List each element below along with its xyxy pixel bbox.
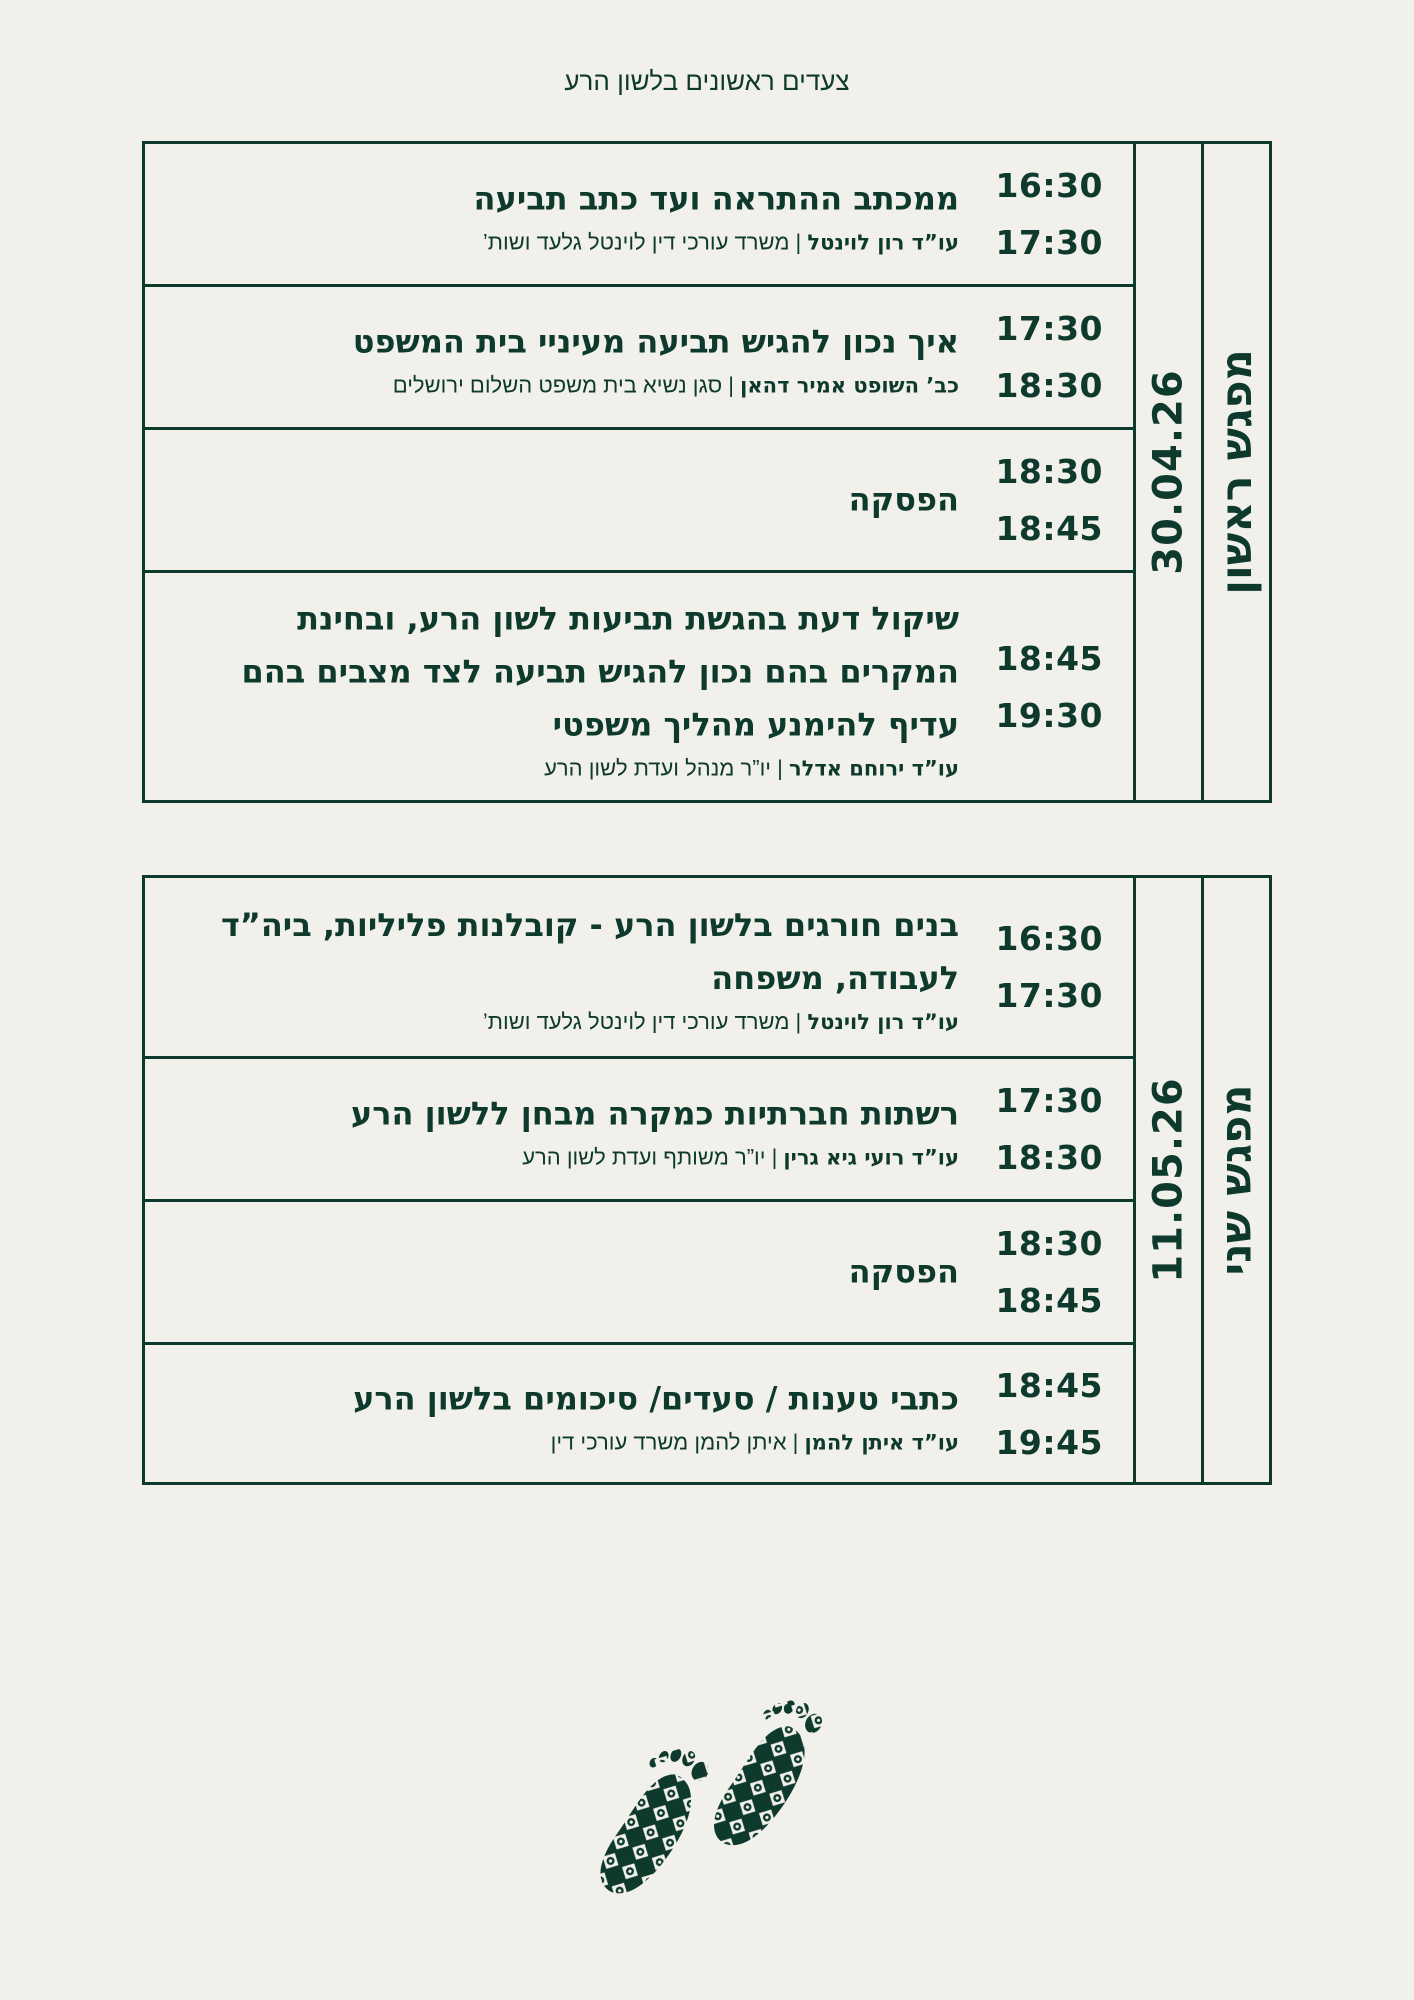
session-title: כתבי טענות / סעדים/ סיכומים בלשון הרע bbox=[353, 1379, 959, 1417]
session-times bbox=[995, 166, 1103, 262]
meeting-2-table bbox=[142, 875, 1272, 1485]
session-row bbox=[145, 287, 1133, 430]
start-time: 16:30 bbox=[995, 166, 1103, 205]
meeting-date-column bbox=[1133, 144, 1201, 800]
speaker-affiliation: | יו”ר מנהל ועדת לשון הרע bbox=[544, 755, 783, 780]
speaker-affiliation: | משרד עורכי דין לוינטל גלעד ושות’ bbox=[482, 1009, 802, 1034]
meeting-date-column bbox=[1133, 878, 1201, 1482]
start-time: 16:30 bbox=[995, 919, 1103, 958]
session-content bbox=[241, 592, 959, 781]
session-row bbox=[145, 878, 1133, 1059]
session-row bbox=[145, 573, 1133, 800]
break-title: הפסקה bbox=[848, 480, 959, 519]
session-times bbox=[995, 639, 1103, 735]
session-presenter bbox=[474, 230, 959, 256]
session-content bbox=[353, 316, 959, 399]
session-times bbox=[995, 1081, 1103, 1177]
speaker-name: עו”ד ירוחם אדלר bbox=[788, 756, 959, 780]
meeting-date: 11.05.26 bbox=[1145, 1077, 1192, 1283]
speaker-name: עו”ד איתן להמן bbox=[804, 1430, 959, 1454]
start-time: 17:30 bbox=[995, 309, 1103, 348]
end-time: 18:45 bbox=[995, 1281, 1103, 1320]
start-time: 18:30 bbox=[995, 452, 1103, 491]
end-time: 19:45 bbox=[995, 1422, 1103, 1462]
meeting-1-sessions bbox=[145, 144, 1133, 800]
session-presenter bbox=[353, 1429, 959, 1455]
footprints-icon bbox=[570, 1690, 850, 1920]
end-time: 17:30 bbox=[995, 976, 1103, 1015]
meeting-1-table bbox=[142, 141, 1272, 803]
meeting-2-sessions bbox=[145, 878, 1133, 1482]
speaker-affiliation: | איתן להמן משרד עורכי דין bbox=[550, 1429, 799, 1454]
speaker-affiliation: | יו”ר משותף ועדת לשון הרע bbox=[522, 1144, 778, 1170]
session-row bbox=[145, 1345, 1133, 1482]
session-row bbox=[145, 144, 1133, 287]
start-time: 18:30 bbox=[995, 1224, 1103, 1263]
end-time: 19:30 bbox=[995, 695, 1103, 735]
speaker-affiliation: | משרד עורכי דין לוינטל גלעד ושות’ bbox=[482, 229, 802, 255]
end-time: 18:45 bbox=[995, 509, 1103, 548]
session-content bbox=[474, 173, 959, 256]
session-content bbox=[221, 899, 959, 1035]
session-presenter bbox=[221, 1009, 959, 1035]
session-title-line: בנים חורגים בלשון הרע - קובלנות פליליות, ביה”ד bbox=[220, 906, 959, 944]
end-time: 18:30 bbox=[995, 1138, 1103, 1177]
session-presenter bbox=[241, 755, 959, 781]
start-time: 18:45 bbox=[995, 1365, 1103, 1405]
break-row bbox=[145, 1202, 1133, 1345]
start-time: 18:45 bbox=[995, 638, 1103, 678]
end-time: 17:30 bbox=[995, 223, 1103, 262]
session-title-line: שיקול דעת בהגשת תביעות לשון הרע, ובחינת bbox=[297, 599, 959, 637]
session-content bbox=[351, 1088, 959, 1171]
session-presenter bbox=[351, 1145, 959, 1171]
meeting-date: 30.04.26 bbox=[1145, 369, 1192, 575]
session-title: רשתות חברתיות כמקרה מבחן ללשון הרע bbox=[350, 1094, 959, 1133]
session-title-line: המקרים בהם נכון להגיש תביעה לצד מצבים בהם bbox=[241, 652, 959, 690]
session-times bbox=[995, 1224, 1103, 1320]
session-title-line: עדיף להימנע מהליך משפטי bbox=[552, 705, 959, 743]
start-time: 17:30 bbox=[995, 1081, 1103, 1120]
speaker-name: כב’ השופט אמיר דהאן bbox=[740, 373, 959, 398]
page-title: צעדים ראשונים בלשון הרע bbox=[564, 66, 850, 96]
session-title-line: לעבודה, משפחה bbox=[711, 959, 959, 997]
session-times bbox=[995, 309, 1103, 405]
meeting-name-column bbox=[1201, 878, 1269, 1482]
session-title: ממכתב ההתראה ועד כתב תביעה bbox=[473, 179, 959, 218]
session-times bbox=[995, 452, 1103, 548]
session-content bbox=[849, 474, 959, 527]
session-content bbox=[849, 1246, 959, 1299]
speaker-name: עו”ד רון לוינטל bbox=[807, 1010, 959, 1034]
meeting-name-column bbox=[1201, 144, 1269, 800]
speaker-affiliation: | סגן נשיא בית משפט השלום ירושלים bbox=[392, 372, 735, 398]
session-row bbox=[145, 1059, 1133, 1202]
meeting-name: מפגש ראשון bbox=[1211, 349, 1262, 595]
session-title: איך נכון להגיש תביעה מעיניי בית המשפט bbox=[352, 322, 959, 361]
speaker-name: עו”ד רון לוינטל bbox=[807, 230, 959, 255]
session-times bbox=[995, 919, 1103, 1015]
session-presenter bbox=[353, 373, 959, 399]
speaker-name: עו”ד רועי גיא גרין bbox=[783, 1145, 959, 1170]
break-title: הפסקה bbox=[848, 1252, 959, 1291]
break-row bbox=[145, 430, 1133, 573]
session-times bbox=[995, 1366, 1103, 1462]
session-content bbox=[353, 1372, 959, 1455]
end-time: 18:30 bbox=[995, 366, 1103, 405]
meeting-name: מפגש שני bbox=[1211, 1084, 1262, 1276]
